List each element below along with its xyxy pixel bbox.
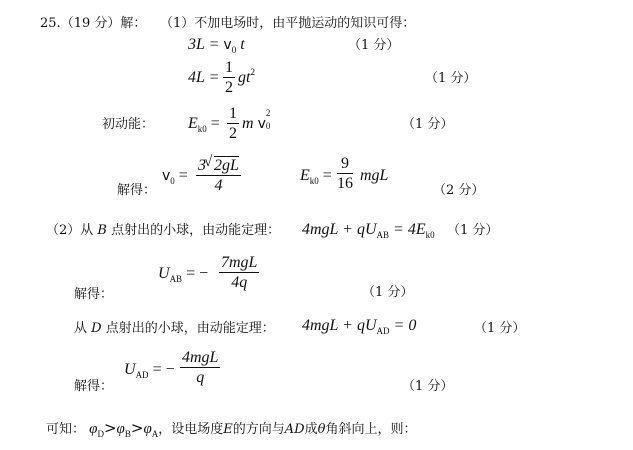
kinetic-energy-lhs: $E_{k0}$ = xyxy=(188,115,220,134)
partD-intro: 从 D 点射出的小球，由动能定理： xyxy=(74,321,275,336)
solve-label: 解得： xyxy=(74,287,114,302)
equation-vertical-lhs: 4L = xyxy=(188,69,220,86)
energy-solution-rhs: mgL xyxy=(360,167,389,184)
energy-theorem-D: $4mgL + qU_{AD} = 0$ xyxy=(302,317,417,336)
question-header xyxy=(40,17,146,30)
solution-label: 解： xyxy=(120,16,147,31)
sqrt-symbol: √ 2gL xyxy=(206,156,239,174)
kinetic-energy-rhs: m v 2 0 xyxy=(242,108,271,132)
score-mark: （1 分） xyxy=(362,285,414,300)
uab-lhs: $U_{AB}$ = − xyxy=(158,265,209,284)
question-number: 25. xyxy=(40,16,61,31)
score-mark: （1 分） xyxy=(474,321,526,336)
uad-lhs: $U_{AD}$ = − xyxy=(124,361,175,380)
score-mark: （1 分） xyxy=(402,117,454,132)
equation-horizontal: $3L = v_0$ t xyxy=(188,36,245,55)
solve-label: 解得： xyxy=(117,183,157,198)
part2-intro: （2）从 B 点射出的小球，由动能定理： xyxy=(46,223,281,238)
score-mark: （1 分） xyxy=(447,223,499,238)
solve-label: 解得： xyxy=(74,379,114,394)
score-mark: （1 分） xyxy=(402,379,454,394)
score-mark: （1 分） xyxy=(425,71,477,86)
score-mark: （1 分） xyxy=(348,38,400,53)
fraction-uab: 7mgL 4q xyxy=(221,254,258,291)
fraction-velocity: $\frac{3√ 2gL}{4}$ xyxy=(196,156,241,194)
question-score: （19 分） xyxy=(60,16,121,31)
part1-intro: （1）不加电场时，由平抛运动的知识可得： xyxy=(160,16,416,31)
fraction-one-half: $\frac{1}{2}$ xyxy=(225,59,233,96)
equation-vertical-rhs: $gt^2$ xyxy=(238,67,255,86)
energy-solution-lhs: $E_{k0}$ = xyxy=(300,167,332,186)
fraction-uad: 4mgL q xyxy=(182,349,219,386)
fraction-nine-sixteenths: $\frac{9}{16}$ xyxy=(337,155,353,192)
velocity-lhs: $v_0$ = xyxy=(162,167,188,186)
energy-theorem-B: $4mgL + qU_{AB} = 4E_{k0}$ xyxy=(302,221,435,240)
fraction-one-half: $\frac{1}{2}$ xyxy=(229,105,237,142)
conclusion-line: 可知： $\varphi_D>\varphi_B>\varphi_A$，设电场度E的方向与AD成θ角斜向上，则： xyxy=(46,419,417,439)
kinetic-energy-label: 初动能： xyxy=(102,117,155,132)
score-mark: （2 分） xyxy=(433,183,485,198)
